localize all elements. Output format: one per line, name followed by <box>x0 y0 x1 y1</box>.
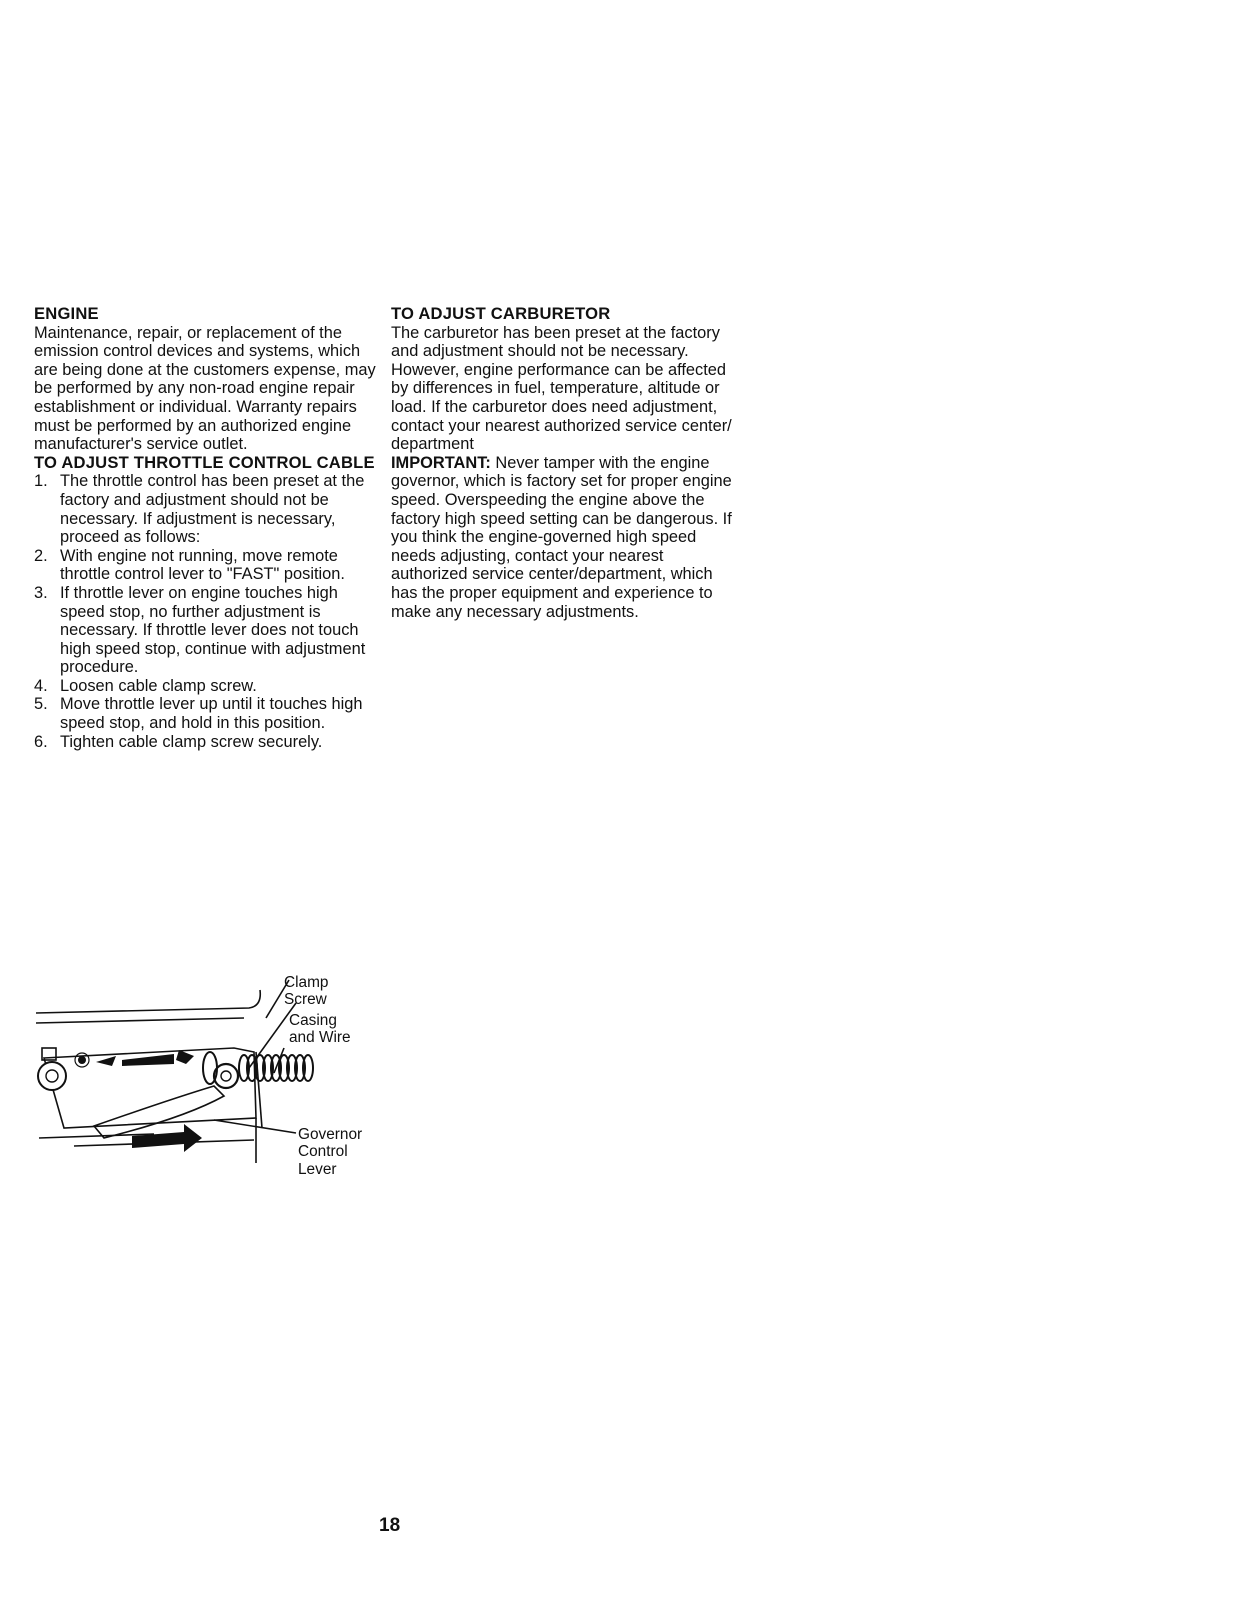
list-item <box>34 547 384 584</box>
important-label: IMPORTANT: <box>391 453 491 472</box>
engine-heading: ENGINE <box>34 304 99 323</box>
step-number: 5. <box>34 695 48 714</box>
right-column <box>391 305 741 621</box>
list-item <box>34 584 384 677</box>
engine-intro: Maintenance, repair, or replacement of the emission control devices and systems, which are being done at the customers expense, may be performed by any non-road engine repair establishment or individual. Warranty repairs must be performed by an authorized engine manufacturer's service outlet. <box>34 323 376 454</box>
step-text: Tighten cable clamp screw securely. <box>60 732 323 751</box>
governor-lever-callout: Governor Control Lever <box>298 1126 363 1178</box>
clamp-screw-callout: Clamp Screw <box>284 974 329 1009</box>
step-text: The throttle control has been preset at the factory and adjustment should not be necessary. If adjustment is necessary, proceed as follows: <box>60 472 365 547</box>
list-item <box>34 677 384 696</box>
step-text: If throttle lever on engine touches high speed stop, no further adjustment is necessary. If throttle lever does not touch high speed stop, continue with adjustment procedure. <box>60 583 366 677</box>
throttle-steps-list <box>34 472 384 751</box>
step-number: 1. <box>34 472 48 491</box>
carburetor-paragraph: The carburetor has been preset at the factory and adjustment should not be necessary. However, engine performance can be affected by differences in fuel, temperature, altitude or load. If the carburetor does need adjustment, contact your nearest authorized service center/ department <box>391 323 732 454</box>
step-text: With engine not running, move remote throttle control lever to "FAST" position. <box>60 546 345 584</box>
step-number: 6. <box>34 732 48 751</box>
left-column <box>34 305 384 751</box>
step-number: 2. <box>34 546 48 565</box>
carburetor-heading: TO ADJUST CARBURETOR <box>391 304 611 323</box>
list-item <box>34 733 384 752</box>
step-number: 4. <box>34 676 48 695</box>
list-item <box>34 472 384 546</box>
throttle-heading: TO ADJUST THROTTLE CONTROL CABLE <box>34 452 375 472</box>
step-text: Loosen cable clamp screw. <box>60 676 257 695</box>
step-number: 3. <box>34 583 48 602</box>
casing-wire-callout: Casing and Wire <box>289 1012 351 1047</box>
page-number: 18 <box>379 1515 401 1536</box>
step-text: Move throttle lever up until it touches high speed stop, and hold in this position. <box>60 695 363 733</box>
important-paragraph <box>391 454 741 621</box>
throttle-cable-figure <box>34 968 379 1183</box>
important-text: Never tamper with the engine governor, which is factory set for proper engine speed. Overspeeding the engine above the factory high speed setting can be dangerous. If you think the engine-governed high speed needs adjusting, contact your nearest authorized service center/department, which has the proper equipment and experience to make any necessary adjustments. <box>391 453 732 621</box>
list-item <box>34 695 384 732</box>
